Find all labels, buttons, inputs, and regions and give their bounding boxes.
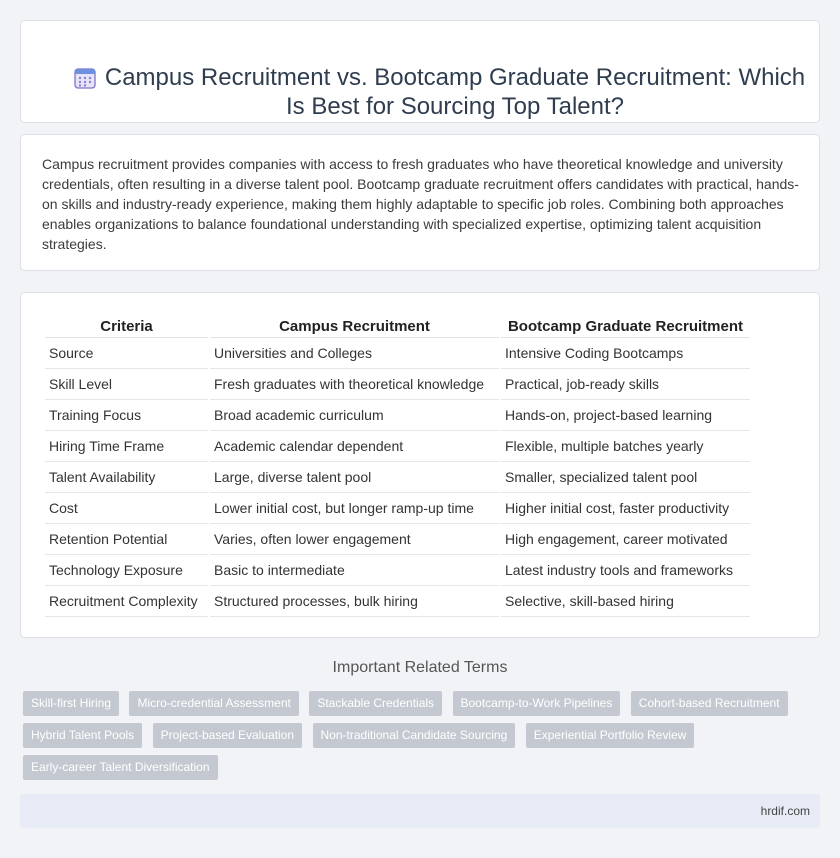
table-row xyxy=(45,338,750,369)
criteria-cell: Skill Level xyxy=(45,369,208,400)
page-title: Campus Recruitment vs. Bootcamp Graduate Recruitment: Which Is Best for Sourcing Top Talent? xyxy=(104,64,806,120)
campus-cell: Fresh graduates with theoretical knowledge xyxy=(210,369,499,400)
related-term-tag[interactable]: Skill-first Hiring xyxy=(23,691,119,716)
footer-site-link[interactable]: hrdif.com xyxy=(760,804,810,818)
campus-cell: Broad academic curriculum xyxy=(210,400,499,431)
table-row xyxy=(45,586,750,617)
column-header-criteria: Criteria xyxy=(45,316,208,338)
bootcamp-cell: Intensive Coding Bootcamps xyxy=(501,338,750,369)
criteria-cell: Recruitment Complexity xyxy=(45,586,208,617)
campus-cell: Large, diverse talent pool xyxy=(210,462,499,493)
bootcamp-cell: High engagement, career motivated xyxy=(501,524,750,555)
related-term-tag[interactable]: Hybrid Talent Pools xyxy=(23,723,142,748)
footer xyxy=(20,794,820,828)
related-term-tag[interactable]: Cohort-based Recruitment xyxy=(631,691,788,716)
campus-cell: Varies, often lower engagement xyxy=(210,524,499,555)
related-terms-list xyxy=(23,691,813,787)
column-header-bootcamp: Bootcamp Graduate Recruitment xyxy=(501,316,750,338)
bootcamp-cell: Latest industry tools and frameworks xyxy=(501,555,750,586)
intro-card xyxy=(20,134,820,271)
related-term-tag[interactable]: Bootcamp-to-Work Pipelines xyxy=(453,691,621,716)
bootcamp-cell: Hands-on, project-based learning xyxy=(501,400,750,431)
column-header-campus: Campus Recruitment xyxy=(210,316,499,338)
related-term-tag[interactable]: Project-based Evaluation xyxy=(153,723,302,748)
calendar-icon xyxy=(73,66,97,90)
campus-cell: Universities and Colleges xyxy=(210,338,499,369)
bootcamp-cell: Selective, skill-based hiring xyxy=(501,586,750,617)
related-term-tag[interactable]: Early-career Talent Diversification xyxy=(23,755,218,780)
criteria-cell: Training Focus xyxy=(45,400,208,431)
title-card xyxy=(20,20,820,123)
related-term-tag[interactable]: Non-traditional Candidate Sourcing xyxy=(313,723,516,748)
criteria-cell: Talent Availability xyxy=(45,462,208,493)
related-term-tag[interactable]: Experiential Portfolio Review xyxy=(526,723,695,748)
criteria-cell: Hiring Time Frame xyxy=(45,431,208,462)
bootcamp-cell: Higher initial cost, faster productivity xyxy=(501,493,750,524)
comparison-card xyxy=(20,292,820,638)
campus-cell: Academic calendar dependent xyxy=(210,431,499,462)
campus-cell: Structured processes, bulk hiring xyxy=(210,586,499,617)
related-terms-heading: Important Related Terms xyxy=(332,659,508,676)
related-term-tag[interactable]: Stackable Credentials xyxy=(309,691,442,716)
campus-cell: Basic to intermediate xyxy=(210,555,499,586)
related-term-tag[interactable]: Micro-credential Assessment xyxy=(129,691,298,716)
table-row xyxy=(45,462,750,493)
comparison-table xyxy=(43,316,752,617)
criteria-cell: Technology Exposure xyxy=(45,555,208,586)
intro-text: Campus recruitment provides companies with access to fresh graduates who have theoretical knowledge and university credentials, often resulting in a diverse talent pool. Bootcamp graduate recruitment offers candidates with practical, hands-on skills and industry-ready experience, making them highly adaptable to specific job roles. Combining both approaches enables organizations to balance foundational understanding with specialized expertise, optimizing talent acquisition strategies. xyxy=(42,156,799,252)
campus-cell: Lower initial cost, but longer ramp-up time xyxy=(210,493,499,524)
table-row xyxy=(45,431,750,462)
bootcamp-cell: Flexible, multiple batches yearly xyxy=(501,431,750,462)
table-row xyxy=(45,400,750,431)
bootcamp-cell: Smaller, specialized talent pool xyxy=(501,462,750,493)
table-row xyxy=(45,493,750,524)
table-row xyxy=(45,555,750,586)
table-row xyxy=(45,369,750,400)
criteria-cell: Retention Potential xyxy=(45,524,208,555)
criteria-cell: Source xyxy=(45,338,208,369)
criteria-cell: Cost xyxy=(45,493,208,524)
bootcamp-cell: Practical, job-ready skills xyxy=(501,369,750,400)
table-header-row xyxy=(45,316,750,338)
table-row xyxy=(45,524,750,555)
